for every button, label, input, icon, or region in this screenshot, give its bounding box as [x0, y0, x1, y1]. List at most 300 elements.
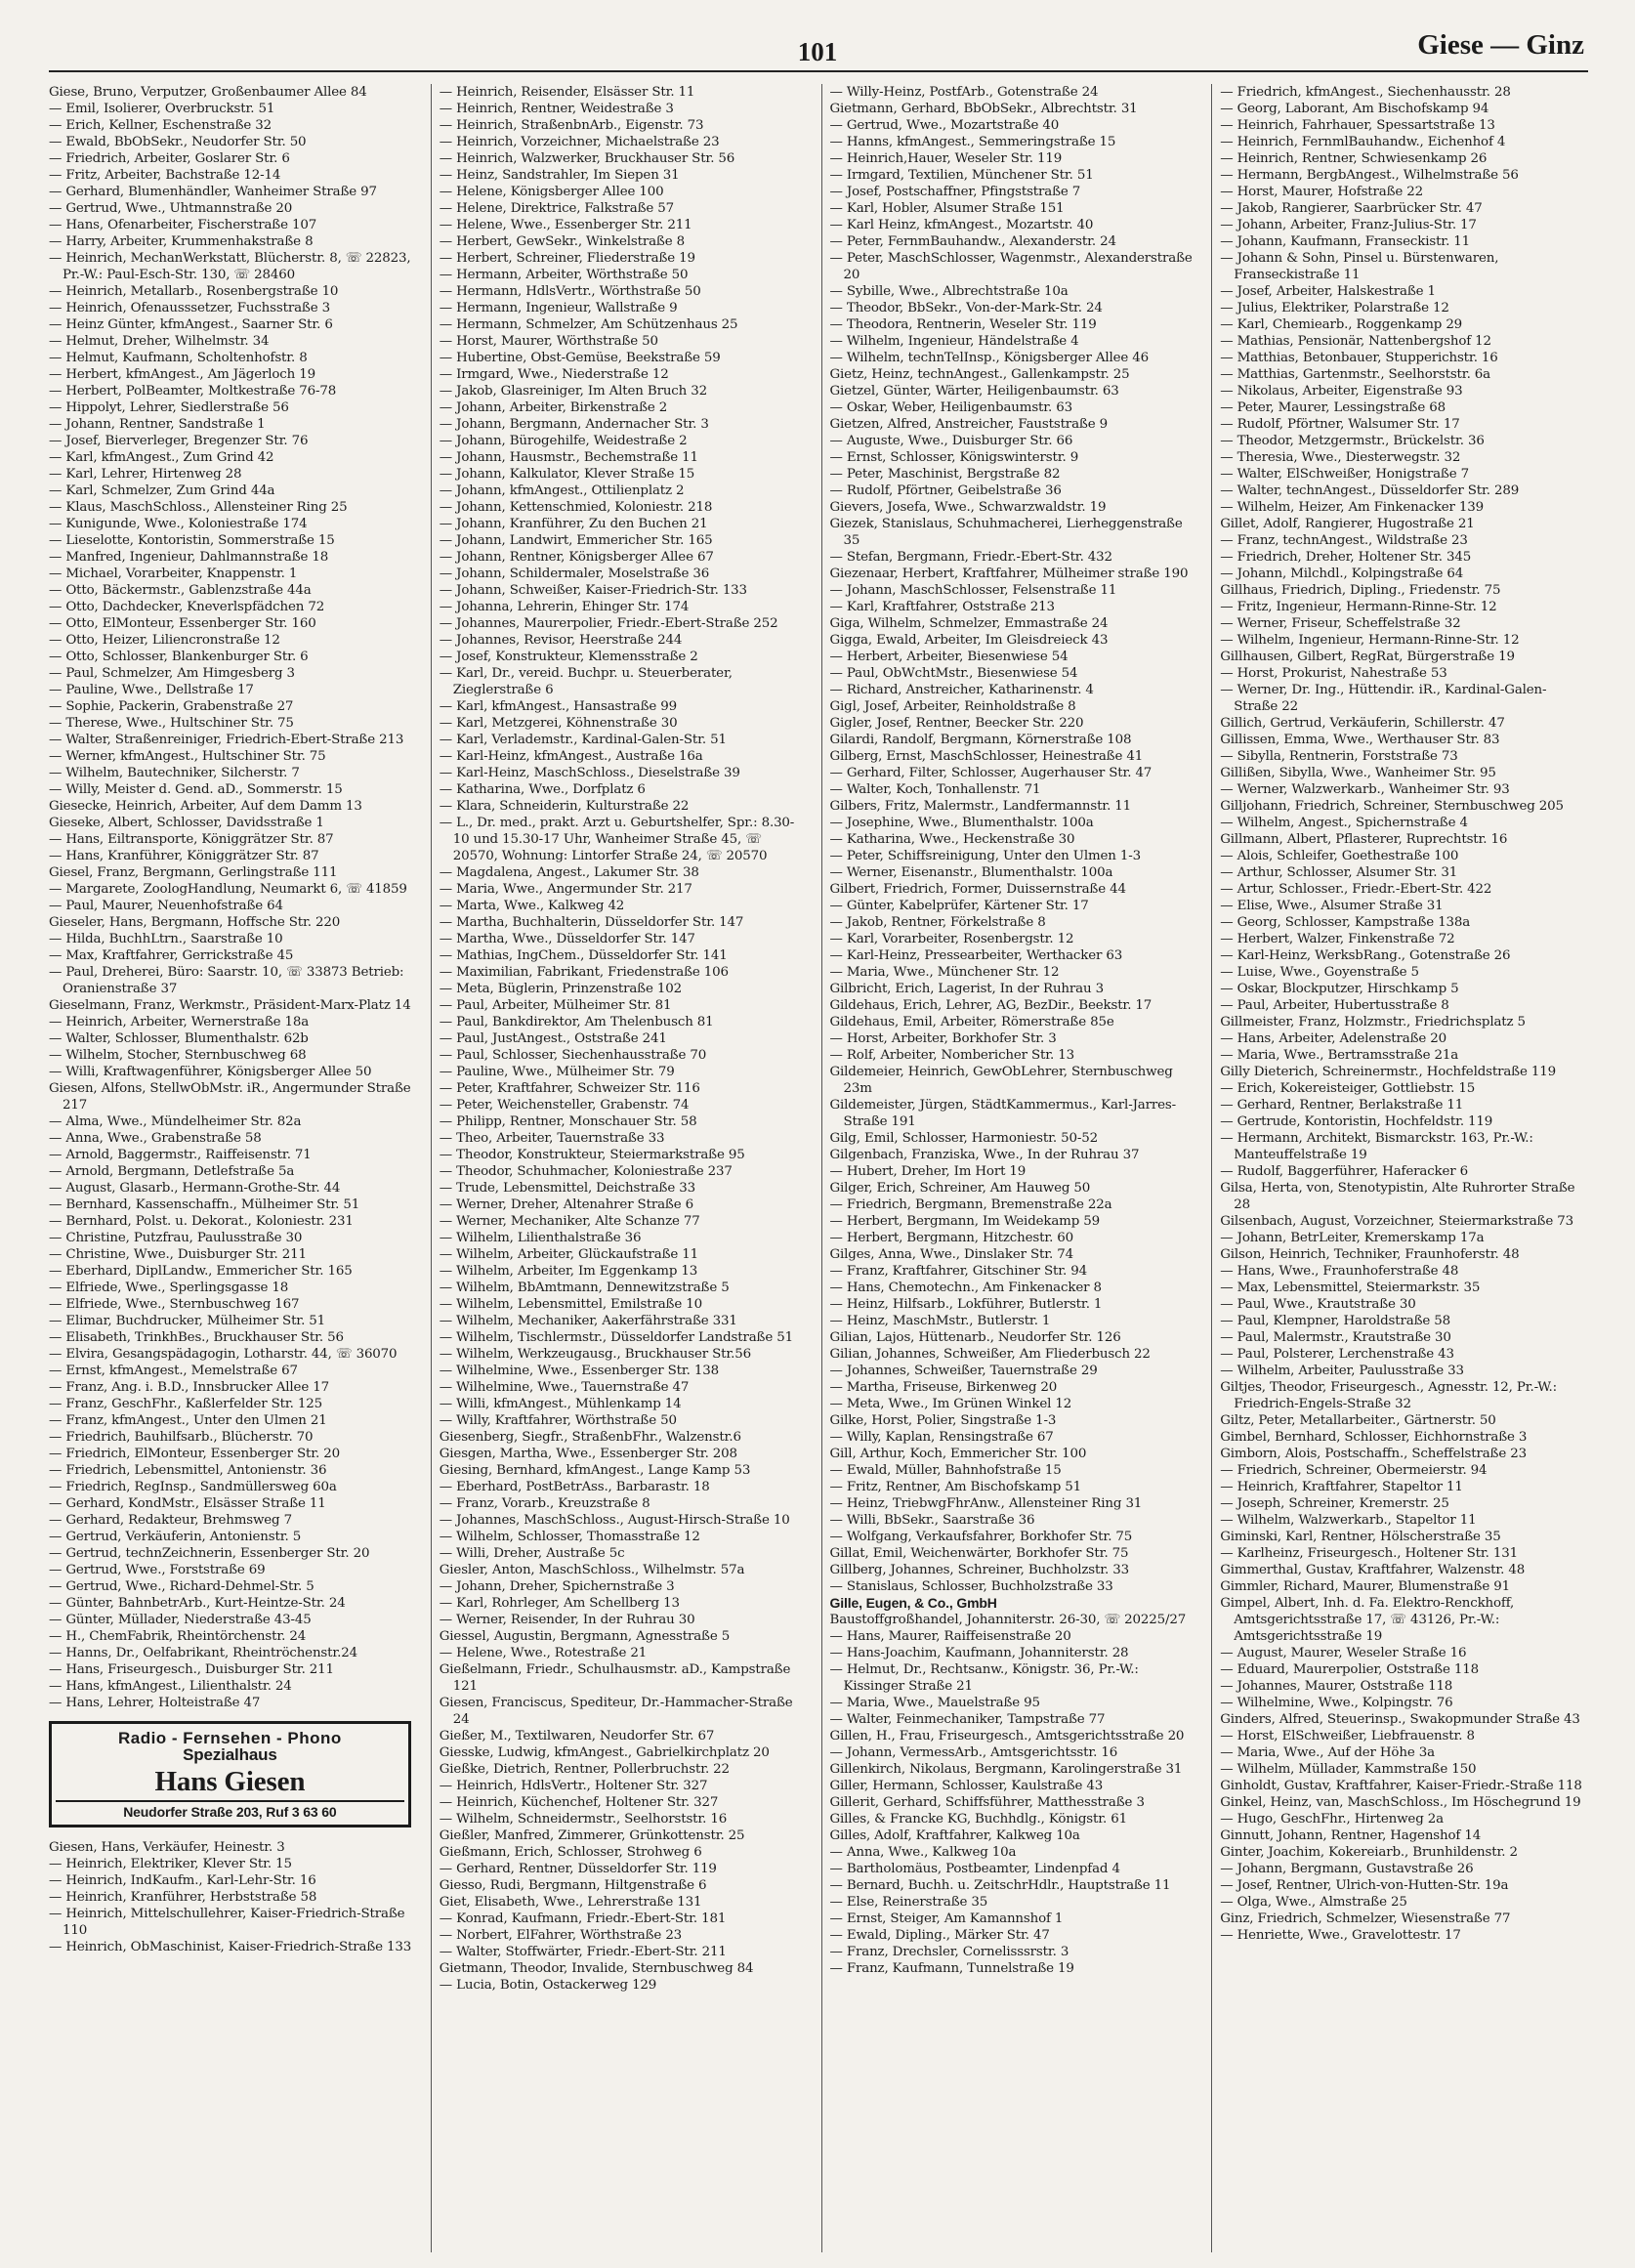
directory-entry: — Herbert, Arbeiter, Biesenwiese 54	[829, 650, 1069, 664]
directory-entry: — Theodora, Rentnerin, Weseler Str. 119	[829, 317, 1097, 332]
directory-entry: Giesecke, Heinrich, Arbeiter, Auf dem Damm 13	[49, 799, 362, 814]
directory-entry: Gietz, Heinz, technAngest., Gallenkampstr. 25	[829, 367, 1130, 382]
directory-entry: Gilke, Horst, Polier, Singstraße 1-3	[829, 1413, 1057, 1428]
directory-entry: Gilsenbach, August, Vorzeichner, Steiermarkstraße 73	[1220, 1214, 1573, 1229]
directory-entry: Gilges, Anna, Wwe., Dinslaker Str. 74	[829, 1247, 1073, 1262]
directory-entry: Giminski, Karl, Rentner, Hölscherstraße 35	[1220, 1530, 1501, 1544]
directory-entry: Gill, Arthur, Koch, Emmericher Str. 100	[829, 1447, 1087, 1461]
directory-entry: — Wilhelm, Lebensmittel, Emilstraße 10	[439, 1297, 702, 1312]
directory-entry: — Willy, Meister d. Gend. aD., Sommerstr. 15	[49, 782, 343, 797]
directory-entry: — Johann, Schweißer, Kaiser-Friedrich-Str. 133	[439, 583, 747, 598]
directory-entry: — Arthur, Schlosser, Alsumer Str. 31	[1220, 865, 1458, 880]
directory-entry: — Karl, Kraftfahrer, Oststraße 213	[829, 600, 1055, 614]
directory-entry: Gillerit, Gerhard, Schiffsführer, Matthesstraße 3	[829, 1795, 1145, 1810]
directory-entry: — Hans, Ofenarbeiter, Fischerstraße 107	[49, 218, 317, 232]
directory-entry: — Theodor, Schuhmacher, Koloniestraße 237	[439, 1164, 733, 1179]
directory-entry: — Sibylla, Rentnerin, Forststraße 73	[1220, 749, 1458, 764]
directory-entry: — Johann, Arbeiter, Franz-Julius-Str. 17	[1220, 218, 1477, 232]
directory-entry: — Johann, Hausmstr., Bechemstraße 11	[439, 450, 698, 465]
directory-entry: — Maximilian, Fabrikant, Friedenstraße 106	[439, 965, 729, 980]
directory-entry: — Franz, Kaufmann, Tunnelstraße 19	[829, 1961, 1074, 1976]
directory-entry: — Herbert, Bergmann, Hitzchestr. 60	[829, 1231, 1074, 1245]
directory-entry: — Otto, Heizer, Liliencronstraße 12	[49, 633, 280, 648]
directory-entry: — Friedrich, Bauhilfsarb., Blücherstr. 70	[49, 1430, 314, 1445]
directory-entry: — Johann, Kaufmann, Franseckistr. 11	[1220, 234, 1471, 249]
directory-entry: Gilly Dieterich, Schreinermstr., Hochfeldstraße 119	[1220, 1065, 1556, 1079]
directory-entry: — Friedrich, Dreher, Holtener Str. 345	[1220, 550, 1472, 565]
directory-entry: Giesen, Alfons, StellwObMstr. iR., Angermunder Straße 217	[49, 1081, 411, 1113]
directory-entry: — Heinrich, Kraftfahrer, Stapeltor 11	[1220, 1480, 1463, 1494]
directory-entry: Gigl, Josef, Arbeiter, Reinholdstraße 8	[829, 699, 1076, 714]
directory-entry: Gigga, Ewald, Arbeiter, Im Gleisdreieck 43	[829, 633, 1109, 648]
directory-entry: — Heinz, MaschMstr., Butlerstr. 1	[829, 1314, 1051, 1328]
directory-entry: Gillen, H., Frau, Friseurgesch., Amtsgerichtsstraße 20	[829, 1729, 1185, 1743]
directory-entry: — Martha, Friseuse, Birkenweg 20	[829, 1380, 1058, 1395]
directory-entry: — Johann, Bergmann, Andernacher Str. 3	[439, 417, 709, 432]
directory-entry: — Walter, Stoffwärter, Friedr.-Ebert-Str. 211	[439, 1945, 727, 1959]
directory-entry: — Fritz, Rentner, Am Bischofskamp 51	[829, 1480, 1081, 1494]
directory-entry: — Werner, kfmAngest., Hultschiner Str. 75	[49, 749, 326, 764]
ad-address: Neudorfer Straße 203, Ruf 3 63 60	[56, 1800, 404, 1821]
directory-entry: — Werner, Walzwerkarb., Wanheimer Str. 93	[1220, 782, 1510, 797]
directory-entry: — Heinrich, Küchenchef, Holtener Str. 327	[439, 1795, 719, 1810]
directory-entry: — Elise, Wwe., Alsumer Straße 31	[1220, 899, 1444, 913]
directory-entry: — Kunigunde, Wwe., Koloniestraße 174	[49, 517, 308, 531]
directory-entry: Gießke, Dietrich, Rentner, Pollerbruchstr. 22	[439, 1762, 730, 1777]
directory-entry: Gilles, & Francke KG, Buchhdlg., Königstr. 61	[829, 1812, 1127, 1827]
directory-entry: Gießler, Manfred, Zimmerer, Grünkottenstr. 25	[439, 1828, 745, 1843]
directory-entry: — Johann, Bürogehilfe, Weidestraße 2	[439, 434, 688, 448]
entry-list	[830, 1612, 1198, 1977]
directory-entry: — Heinrich, ObMaschinist, Kaiser-Friedrich-Straße 133	[49, 1940, 412, 1954]
directory-entry: — Bernard, Buchh. u. ZeitschrHdlr., Hauptstraße 11	[829, 1878, 1171, 1893]
directory-entry: — Helene, Wwe., Essenberger Str. 211	[439, 218, 692, 232]
directory-entry: — Alma, Wwe., Mündelheimer Str. 82a	[49, 1114, 302, 1129]
directory-entry: — Ernst, Schlosser, Königswinterstr. 9	[829, 450, 1079, 465]
directory-entry: — Hans, Eiltransporte, Königgrätzer Str. 87	[49, 832, 334, 847]
directory-entry: — Else, Reinerstraße 35	[829, 1895, 988, 1910]
directory-entry: — Heinz Günter, kfmAngest., Saarner Str. 6	[49, 317, 333, 332]
directory-entry: — Heinrich, Metallarb., Rosenbergstraße 10	[49, 284, 339, 299]
directory-entry: — Willi, Kraftwagenführer, Königsberger Allee 50	[49, 1065, 372, 1079]
directory-entry: — Johannes, Schweißer, Tauernstraße 29	[829, 1364, 1098, 1378]
directory-entry: Gilian, Lajos, Hüttenarb., Neudorfer Str. 126	[829, 1330, 1121, 1345]
directory-entry: — Gertrud, Verkäuferin, Antonienstr. 5	[49, 1530, 302, 1544]
directory-entry: — Manfred, Ingenieur, Dahlmannstraße 18	[49, 550, 329, 565]
directory-entry: — Peter, Kraftfahrer, Schweizer Str. 116	[439, 1081, 700, 1096]
directory-entry: — Johann, BetrLeiter, Kremerskamp 17a	[1220, 1231, 1485, 1245]
directory-entry: — Arnold, Baggermstr., Raiffeisenstr. 71	[49, 1148, 312, 1162]
entry-list	[830, 84, 1198, 1595]
directory-entry: Gilbers, Fritz, Malermstr., Landfermannstr. 11	[829, 799, 1132, 814]
directory-entry: — Ewald, Müller, Bahnhofstraße 15	[829, 1463, 1062, 1478]
directory-entry: — Heinrich, Walzwerker, Bruckhauser Str. 56	[439, 151, 735, 166]
directory-entry: — Johann, Kranführer, Zu den Buchen 21	[439, 517, 708, 531]
directory-entry: — Pauline, Wwe., Mülheimer Str. 79	[439, 1065, 675, 1079]
directory-entry: — Gertrud, Wwe., Richard-Dehmel-Str. 5	[49, 1579, 314, 1594]
directory-entry: — Willy-Heinz, PostfArb., Gotenstraße 24	[829, 85, 1099, 100]
directory-entry: — Karl, kfmAngest., Zum Grind 42	[49, 450, 274, 465]
directory-entry: Gietmann, Theodor, Invalide, Sternbuschweg 84	[439, 1961, 754, 1976]
directory-entry: — Wolfgang, Verkaufsfahrer, Borkhofer Str. 75	[829, 1530, 1133, 1544]
directory-entry: Gilsa, Herta, von, Stenotypistin, Alte Ruhrorter Straße 28	[1220, 1181, 1575, 1212]
directory-entry: — Therese, Wwe., Hultschiner Str. 75	[49, 716, 294, 731]
directory-entry: — Hermann, Ingenieur, Wallstraße 9	[439, 301, 678, 315]
directory-entry: — Helene, Direktrice, Falkstraße 57	[439, 201, 675, 216]
directory-entry: — Werner, Reisender, In der Ruhrau 30	[439, 1613, 695, 1627]
directory-entry: — Magdalena, Angest., Lakumer Str. 38	[439, 865, 699, 880]
directory-entry: — Karl-Heinz, kfmAngest., Austraße 16a	[439, 749, 703, 764]
directory-entry: — Johann, Kettenschmied, Koloniestr. 218	[439, 500, 713, 515]
directory-entry: — Gerhard, Rentner, Düsseldorfer Str. 119	[439, 1862, 717, 1876]
directory-entry: — Karl, Metzgerei, Köhnenstraße 30	[439, 716, 678, 731]
directory-entry: Gillhaus, Friedrich, Dipling., Friedenstr. 75	[1220, 583, 1501, 598]
directory-entry: Gimpel, Albert, Inh. d. Fa. Elektro-Renckhoff, Amtsgerichtsstraße 17, ☏ 43126, Pr.-W.: Amtsgerichtsstraße 19	[1220, 1596, 1515, 1644]
directory-entry: — Gertrud, technZeichnerin, Essenberger Str. 20	[49, 1546, 370, 1561]
directory-entry: Ginholdt, Gustav, Kraftfahrer, Kaiser-Friedr.-Straße 118	[1220, 1779, 1582, 1793]
directory-entry: — Wilhelm, Werkzeugausg., Bruckhauser Str.56	[439, 1347, 751, 1362]
directory-entry: — Hubert, Dreher, Im Hort 19	[829, 1164, 1027, 1179]
directory-entry: Gillet, Adolf, Rangierer, Hugostraße 21	[1220, 517, 1475, 531]
directory-entry: — Elimar, Buchdrucker, Mülheimer Str. 51	[49, 1314, 326, 1328]
directory-entry: — Josef, Konstrukteur, Klemensstraße 2	[439, 650, 698, 664]
directory-entry: — Elfriede, Wwe., Sternbuschweg 167	[49, 1297, 300, 1312]
directory-entry: Ginders, Alfred, Steuerinsp., Swakopmunder Straße 43	[1220, 1712, 1580, 1727]
directory-entry: — Johannes, Maurerpolier, Friedr.-Ebert-Straße 252	[439, 616, 778, 631]
directory-entry: — Paul, Malermstr., Krautstraße 30	[1220, 1330, 1451, 1345]
directory-entry: Gimbel, Bernhard, Schlosser, Eichhornstraße 3	[1220, 1430, 1528, 1445]
directory-entry: — Heinrich, HdlsVertr., Holtener Str. 327	[439, 1779, 708, 1793]
directory-entry: — Irmgard, Wwe., Niederstraße 12	[439, 367, 669, 382]
directory-entry: — Günter, BahnbetrArb., Kurt-Heintze-Str. 24	[49, 1596, 346, 1611]
directory-entry: — Paul, Dreherei, Büro: Saarstr. 10, ☏ 33873 Betrieb: Oranienstraße 37	[49, 965, 404, 996]
directory-entry: Giesing, Bernhard, kfmAngest., Lange Kamp 53	[439, 1463, 751, 1478]
directory-entry: Gilljohann, Friedrich, Schreiner, Sternbuschweg 205	[1220, 799, 1564, 814]
directory-entry: — Meta, Wwe., Im Grünen Winkel 12	[829, 1397, 1072, 1411]
directory-entry: Giltjes, Theodor, Friseurgesch., Agnesstr. 12, Pr.-W.: Friedrich-Engels-Straße 32	[1220, 1380, 1558, 1411]
directory-entry: — Herbert, GewSekr., Winkelstraße 8	[439, 234, 685, 249]
directory-entry: — Olga, Wwe., Almstraße 25	[1220, 1895, 1407, 1910]
directory-entry: — Willi, kfmAngest., Mühlenkamp 14	[439, 1397, 682, 1411]
directory-entry: — Lucia, Botin, Ostackerweg 129	[439, 1978, 657, 1993]
directory-entry: Giezenaar, Herbert, Kraftfahrer, Mülheimer straße 190	[829, 567, 1189, 581]
directory-entry: — Wilhelm, Arbeiter, Im Eggenkamp 13	[439, 1264, 698, 1279]
directory-entry: Gietzen, Alfred, Anstreicher, Fauststraße 9	[829, 417, 1108, 432]
directory-entry: — Eberhard, PostBetrAss., Barbarastr. 18	[439, 1480, 710, 1494]
directory-entry: Ginnutt, Johann, Rentner, Hagenshof 14	[1220, 1828, 1482, 1843]
directory-entry: — Franz, Drechsler, Cornelisssrstr. 3	[829, 1945, 1069, 1959]
directory-entry: Gilg, Emil, Schlosser, Harmoniestr. 50-52	[829, 1131, 1098, 1146]
directory-entry: — Bernhard, Polst. u. Dekorat., Koloniestr. 231	[49, 1214, 354, 1229]
directory-entry: — Wilhelm, technTelInsp., Königsberger Allee 46	[829, 351, 1149, 365]
directory-entry: — Hans, Lehrer, Holteistraße 47	[49, 1696, 261, 1710]
directory-entry: — Johann & Sohn, Pinsel u. Bürstenwaren, Franseckistraße 11	[1220, 251, 1499, 282]
directory-entry: — Wilhelm, Walzwerkarb., Stapeltor 11	[1220, 1513, 1477, 1528]
directory-entry: — Helmut, Dr., Rechtsanw., Königstr. 36, Pr.-W.: Kissinger Straße 21	[829, 1662, 1139, 1694]
ad-company-name: Hans Giesen	[154, 1766, 306, 1797]
directory-entry: Giesenberg, Siegfr., StraßenbFhr., Walzenstr.6	[439, 1430, 741, 1445]
directory-entry: — Joseph, Schreiner, Kremerstr. 25	[1220, 1496, 1449, 1511]
directory-entry: — Karl-Heinz, MaschSchloss., Dieselstraße 39	[439, 766, 740, 780]
directory-entry: — Hans-Joachim, Kaufmann, Johanniterstr. 28	[829, 1646, 1129, 1660]
directory-entry: Ginz, Friedrich, Schmelzer, Wiesenstraße 77	[1220, 1911, 1511, 1926]
advertisement-box	[49, 1721, 411, 1827]
directory-entry: — Maria, Wwe., Angermunder Str. 217	[439, 882, 692, 897]
directory-entry: — Heinrich, FernmlBauhandw., Eichenhof 4	[1220, 135, 1506, 149]
directory-entry: Giessel, Augustin, Bergmann, Agnesstraße 5	[439, 1629, 731, 1644]
directory-entry: — Mathias, Pensionär, Nattenbergshof 12	[1220, 334, 1491, 349]
directory-entry: — Jakob, Glasreiniger, Im Alten Bruch 32	[439, 384, 707, 399]
directory-entry: — H., ChemFabrik, Rheintörchenstr. 24	[49, 1629, 307, 1644]
directory-entry: — Hans, kfmAngest., Lilienthalstr. 24	[49, 1679, 292, 1694]
directory-entry: — Sophie, Packerin, Grabenstraße 27	[49, 699, 294, 714]
directory-entry: Gieseke, Albert, Schlosser, Davidsstraße 1	[49, 816, 324, 830]
directory-entry: — Paul, ObWchtMstr., Biesenwiese 54	[829, 666, 1078, 681]
directory-entry: — Johannes, MaschSchloss., August-Hirsch-Straße 10	[439, 1513, 790, 1528]
directory-entry: — Heinrich, Mittelschullehrer, Kaiser-Friedrich-Straße 110	[49, 1907, 405, 1938]
directory-entry: Gilles, Adolf, Kraftfahrer, Kalkweg 10a	[829, 1828, 1080, 1843]
directory-entry: — Theodor, BbSekr., Von-der-Mark-Str. 24	[829, 301, 1103, 315]
directory-entry: — Rolf, Arbeiter, Nombericher Str. 13	[829, 1048, 1075, 1063]
directory-entry: — August, Glasarb., Hermann-Grothe-Str. 44	[49, 1181, 341, 1196]
directory-entry: — Karl, Vorarbeiter, Rosenbergstr. 12	[829, 932, 1074, 946]
directory-entry: — Karl, kfmAngest., Hansastraße 99	[439, 699, 678, 714]
directory-entry: — Oskar, Weber, Heiligenbaumstr. 63	[829, 400, 1073, 415]
page-number: 101	[797, 37, 838, 66]
directory-entry: — Karl, Lehrer, Hirtenweg 28	[49, 467, 242, 482]
directory-entry: — Artur, Schlosser., Friedr.-Ebert-Str. 422	[1220, 882, 1492, 897]
directory-entry: — Helene, Wwe., Rotestraße 21	[439, 1646, 648, 1660]
directory-entry: — Hilda, BuchhLtrn., Saarstraße 10	[49, 932, 283, 946]
directory-entry: Gießelmann, Friedr., Schulhausmstr. aD., Kampstraße 121	[439, 1662, 791, 1694]
directory-entry: — Wilhelmine, Wwe., Essenberger Str. 138	[439, 1364, 719, 1378]
directory-entry: — Gerhard, Redakteur, Brehmsweg 7	[49, 1513, 292, 1528]
directory-entry: — Elisabeth, TrinkhBes., Bruckhauser Str. 56	[49, 1330, 344, 1345]
directory-entry: — Elvira, Gesangspädagogin, Lotharstr. 44, ☏ 36070	[49, 1347, 398, 1362]
directory-entry: — Gerhard, KondMstr., Elsässer Straße 11	[49, 1496, 326, 1511]
directory-entry: — Erich, Kokereisteiger, Gottliebstr. 15	[1220, 1081, 1476, 1096]
directory-entry: Giltz, Peter, Metallarbeiter., Gärtnerstr. 50	[1220, 1413, 1496, 1428]
directory-entry: — Hanns, Dr., Oelfabrikant, Rheintröchenstr.24	[49, 1646, 358, 1660]
column-4	[1211, 84, 1588, 2252]
directory-entry: — Bartholomäus, Postbeamter, Lindenpfad 4	[829, 1862, 1120, 1876]
directory-entry: — Jakob, Rangierer, Saarbrücker Str. 47	[1220, 201, 1483, 216]
directory-entry: Giesel, Franz, Bergmann, Gerlingstraße 111	[49, 865, 338, 880]
directory-entry: — L., Dr. med., prakt. Arzt u. Geburtshelfer, Spr.: 8.30-10 und 15.30-17 Uhr, Wanheimer Straße 45, ☏ 20570, Wohnung: Lintorfer Straße 24, ☏ 20570	[439, 816, 795, 863]
directory-entry: — Julius, Elektriker, Polarstraße 12	[1220, 301, 1449, 315]
directory-entry: — Ewald, Dipling., Märker Str. 47	[829, 1928, 1050, 1943]
directory-entry: Gillissen, Emma, Wwe., Werthauser Str. 83	[1220, 733, 1500, 747]
directory-entry: — Michael, Vorarbeiter, Knappenstr. 1	[49, 567, 298, 581]
directory-entry: — Heinrich, Arbeiter, Wernerstraße 18a	[49, 1015, 310, 1029]
directory-columns	[49, 84, 1588, 2252]
directory-entry: — Karl, Verlademstr., Kardinal-Galen-Str. 51	[439, 733, 727, 747]
directory-entry: Gildemeier, Heinrich, GewObLehrer, Sternbuschweg 23m	[829, 1065, 1173, 1096]
directory-entry: — Gertrud, Wwe., Mozartstraße 40	[829, 118, 1060, 133]
directory-entry: — Paul, JustAngest., Oststraße 241	[439, 1031, 667, 1046]
directory-entry: — Peter, Maurer, Lessingstraße 68	[1220, 400, 1446, 415]
directory-entry: Giesen, Hans, Verkäufer, Heinestr. 3	[49, 1840, 285, 1855]
directory-entry: — Peter, Weichensteller, Grabenstr. 74	[439, 1098, 690, 1113]
directory-entry: Giesske, Ludwig, kfmAngest., Gabrielkirchplatz 20	[439, 1745, 770, 1760]
directory-entry: — Maria, Wwe., Bertramsstraße 21a	[1220, 1048, 1459, 1063]
directory-entry: — Hans, Arbeiter, Adelenstraße 20	[1220, 1031, 1447, 1046]
directory-entry: — Heinrich, Rentner, Weidestraße 3	[439, 102, 674, 116]
directory-entry: — Paul, Klempner, Haroldstraße 58	[1220, 1314, 1451, 1328]
directory-entry: — Arnold, Bergmann, Detlefstraße 5a	[49, 1164, 295, 1179]
directory-entry: — Herbert, Walzer, Finkenstraße 72	[1220, 932, 1455, 946]
directory-entry: — Josef, Postschaffner, Pfingststraße 7	[829, 185, 1081, 199]
directory-entry: — Walter, ElSchweißer, Honigstraße 7	[1220, 467, 1469, 482]
directory-entry: — Gerhard, Rentner, Berlakstraße 11	[1220, 1098, 1464, 1113]
directory-entry: — Otto, Bäckermstr., Gablenzstraße 44a	[49, 583, 312, 598]
directory-entry: — Ewald, BbObSekr., Neudorfer Str. 50	[49, 135, 307, 149]
directory-entry: — Wilhelm, BbAmtmann, Dennewitzstraße 5	[439, 1281, 730, 1295]
directory-entry: — Friedrich, Arbeiter, Goslarer Str. 6	[49, 151, 290, 166]
directory-entry: Gilger, Erich, Schreiner, Am Hauweg 50	[829, 1181, 1091, 1196]
directory-entry: — Klaus, MaschSchloss., Allensteiner Ring 25	[49, 500, 348, 515]
directory-entry: Gilberg, Ernst, MaschSchlosser, Heinestraße 41	[829, 749, 1144, 764]
directory-entry: — Hippolyt, Lehrer, Siedlerstraße 56	[49, 400, 289, 415]
directory-entry: Gieseler, Hans, Bergmann, Hoffsche Str. 220	[49, 915, 341, 930]
directory-entry: — Johann, Rentner, Königsberger Allee 67	[439, 550, 714, 565]
directory-entry: — Heinrich, Reisender, Elsässer Str. 11	[439, 85, 695, 100]
directory-entry: — Hermann, Schmelzer, Am Schützenhaus 25	[439, 317, 738, 332]
directory-entry: — Anna, Wwe., Kalkweg 10a	[829, 1845, 1017, 1860]
directory-entry: — Friedrich, ElMonteur, Essenberger Str. 20	[49, 1447, 340, 1461]
column-2	[431, 84, 808, 2252]
directory-entry: — Luise, Wwe., Goyenstraße 5	[1220, 965, 1419, 980]
directory-entry: — Heinrich, Kranführer, Herbststraße 58	[49, 1890, 317, 1905]
directory-entry: — Willy, Kraftfahrer, Wörthstraße 50	[439, 1413, 677, 1428]
directory-entry: — Heinrich, Rentner, Schwiesenkamp 26	[1220, 151, 1488, 166]
directory-entry: — Johann, kfmAngest., Ottilienplatz 2	[439, 483, 685, 498]
directory-entry: — Heinrich, Ofenausssetzer, Fuchsstraße 3	[49, 301, 330, 315]
directory-entry: — Johann, MaschSchlosser, Felsenstraße 11	[829, 583, 1117, 598]
directory-entry: Gilbert, Friedrich, Former, Duissernstraße 44	[829, 882, 1126, 897]
directory-entry: Gimmler, Richard, Maurer, Blumenstraße 91	[1220, 1579, 1510, 1594]
directory-entry: — Georg, Schlosser, Kampstraße 138a	[1220, 915, 1471, 930]
directory-entry: Gillmeister, Franz, Holzmstr., Friedrichsplatz 5	[1220, 1015, 1526, 1029]
directory-entry: — Konrad, Kaufmann, Friedr.-Ebert-Str. 181	[439, 1911, 727, 1926]
directory-entry: — Hans, Kranführer, Königgrätzer Str. 87	[49, 849, 319, 863]
directory-entry: — Matthias, Gartenmstr., Seelhorststr. 6a	[1220, 367, 1490, 382]
directory-entry: Giga, Wilhelm, Schmelzer, Emmastraße 24	[829, 616, 1109, 631]
directory-entry: — Friedrich, Schreiner, Obermeierstr. 94	[1220, 1463, 1488, 1478]
directory-entry: Ginter, Joachim, Kokereiarb., Brunhildenstr. 2	[1220, 1845, 1518, 1860]
directory-entry: — Maria, Wwe., Auf der Höhe 3a	[1220, 1745, 1435, 1760]
directory-entry: — Günter, Müllader, Niederstraße 43-45	[49, 1613, 312, 1627]
directory-entry: — Paul, Bankdirektor, Am Thelenbusch 81	[439, 1015, 714, 1029]
directory-entry: — Theodor, Metzgermstr., Brückelstr. 36	[1220, 434, 1485, 448]
directory-entry: — Anna, Wwe., Grabenstraße 58	[49, 1131, 262, 1146]
directory-entry: — Philipp, Rentner, Monschauer Str. 58	[439, 1114, 697, 1129]
directory-entry: — Johann, Dreher, Spichernstraße 3	[439, 1579, 675, 1594]
directory-entry: — Karl, Schmelzer, Zum Grind 44a	[49, 483, 275, 498]
directory-entry: Gilson, Heinrich, Techniker, Fraunhoferstr. 48	[1220, 1247, 1520, 1262]
entry-list	[49, 1839, 417, 1955]
directory-entry: — Christine, Putzfrau, Paulusstraße 30	[49, 1231, 303, 1245]
directory-entry: — Paul, Schlosser, Siechenhausstraße 70	[439, 1048, 707, 1063]
directory-entry: — Walter, Schlosser, Blumenthalstr. 62b	[49, 1031, 309, 1046]
directory-entry: — Martha, Wwe., Düsseldorfer Str. 147	[439, 932, 695, 946]
directory-entry: — Marta, Wwe., Kalkweg 42	[439, 899, 625, 913]
directory-entry: — Katharina, Wwe., Dorfplatz 6	[439, 782, 646, 797]
directory-entry: Gimborn, Alois, Postschaffn., Scheffelstraße 23	[1220, 1447, 1527, 1461]
directory-entry: — Heinrich, Vorzeichner, Michaelstraße 23	[439, 135, 720, 149]
directory-entry: — Paul, Arbeiter, Mülheimer Str. 81	[439, 998, 672, 1013]
directory-entry: — Georg, Laborant, Am Bischofskamp 94	[1220, 102, 1489, 116]
directory-entry: Gilian, Johannes, Schweißer, Am Fliederbusch 22	[829, 1347, 1151, 1362]
directory-entry: Gilgenbach, Franziska, Wwe., In der Ruhrau 37	[829, 1148, 1140, 1162]
directory-entry: — Heinz, Hilfsarb., Lokführer, Butlerstr. 1	[829, 1297, 1103, 1312]
directory-entry: — Heinrich, MechanWerkstatt, Blücherstr. 8, ☏ 22823, Pr.-W.: Paul-Esch-Str. 130, ☏ 28460	[49, 251, 411, 282]
directory-entry: Gimmerthal, Gustav, Kraftfahrer, Walzenstr. 48	[1220, 1563, 1526, 1577]
directory-entry: — Eduard, Maurerpolier, Oststraße 118	[1220, 1662, 1479, 1677]
directory-entry: — Martha, Buchhalterin, Düsseldorfer Str. 147	[439, 915, 744, 930]
directory-entry: — Auguste, Wwe., Duisburger Str. 66	[829, 434, 1073, 448]
directory-entry: — Johannes, Revisor, Heerstraße 244	[439, 633, 683, 648]
directory-entry: — Friedrich, kfmAngest., Siechenhausstr. 28	[1220, 85, 1511, 100]
entry-list	[49, 84, 417, 1711]
directory-entry: — Otto, Dachdecker, Kneverlspfädchen 72	[49, 600, 325, 614]
directory-entry: — Heinz, TriebwgFhrAnw., Allensteiner Ring 31	[829, 1496, 1143, 1511]
directory-entry: Giesler, Anton, MaschSchloss., Wilhelmstr. 57a	[439, 1563, 745, 1577]
directory-entry: — Pauline, Wwe., Dellstraße 17	[49, 683, 254, 697]
directory-entry: — Karl-Heinz, WerksbRang., Gotenstraße 26	[1220, 948, 1511, 963]
directory-entry: — Max, Kraftfahrer, Gerrickstraße 45	[49, 948, 294, 963]
directory-entry: — Gerhard, Filter, Schlosser, Augerhauser Str. 47	[829, 766, 1153, 780]
directory-entry: — Wilhelm, Tischlermstr., Düsseldorfer Landstraße 51	[439, 1330, 793, 1345]
directory-entry: — Nikolaus, Arbeiter, Eigenstraße 93	[1220, 384, 1463, 399]
directory-entry: — Herbert, Bergmann, Im Weidekamp 59	[829, 1214, 1101, 1229]
directory-entry: — Gertrud, Wwe., Forststraße 69	[49, 1563, 266, 1577]
directory-entry: Giesso, Rudi, Bergmann, Hiltgenstraße 6	[439, 1878, 707, 1893]
directory-entry: — Günter, Kabelprüfer, Kärtener Str. 17	[829, 899, 1089, 913]
directory-entry: — Josef, Bierverleger, Bregenzer Str. 76	[49, 434, 309, 448]
directory-entry: — Henriette, Wwe., Gravelottestr. 17	[1220, 1928, 1461, 1943]
directory-entry: Gildehaus, Emil, Arbeiter, Römerstraße 85e	[829, 1015, 1114, 1029]
column-3	[821, 84, 1198, 2252]
directory-entry: — Horst, ElSchweißer, Liebfrauenstr. 8	[1220, 1729, 1475, 1743]
directory-entry: — Gertrud, Wwe., Uhtmannstraße 20	[49, 201, 293, 216]
directory-entry: — Herbert, Schreiner, Fliederstraße 19	[439, 251, 695, 266]
directory-entry: — Rudolf, Baggerführer, Haferacker 6	[1220, 1164, 1469, 1179]
directory-entry: — Helmut, Kaufmann, Scholtenhofstr. 8	[49, 351, 308, 365]
directory-entry: — Werner, Friseur, Scheffelstraße 32	[1220, 616, 1461, 631]
directory-entry: — Hanns, kfmAngest., Semmeringstraße 15	[829, 135, 1116, 149]
directory-entry: — Otto, ElMonteur, Essenberger Str. 160	[49, 616, 316, 631]
directory-entry: — Maria, Wwe., Mauelstraße 95	[829, 1696, 1040, 1710]
directory-entry: — Friedrich, RegInsp., Sandmüllersweg 60a	[49, 1480, 337, 1494]
directory-entry: Baustoffgroßhandel, Johanniterstr. 26-30, ☏ 20225/27	[829, 1613, 1187, 1627]
directory-entry: Giesgen, Martha, Wwe., Essenberger Str. 208	[439, 1447, 737, 1461]
directory-entry: Gillhausen, Gilbert, RegRat, Bürgerstraße 19	[1220, 650, 1515, 664]
directory-entry: Gieselmann, Franz, Werkmstr., Präsident-Marx-Platz 14	[49, 998, 411, 1013]
directory-entry: — Peter, Maschinist, Bergstraße 82	[829, 467, 1061, 482]
directory-entry: — Johanna, Lehrerin, Ehinger Str. 174	[439, 600, 690, 614]
directory-entry: — Katharina, Wwe., Heckenstraße 30	[829, 832, 1075, 847]
directory-entry: — Eberhard, DiplLandw., Emmericher Str. 165	[49, 1264, 353, 1279]
directory-entry: — Walter, Straßenreiniger, Friedrich-Ebert-Straße 213	[49, 733, 404, 747]
directory-entry: — Emil, Isolierer, Overbruckstr. 51	[49, 102, 275, 116]
directory-entry: — Franz, kfmAngest., Unter den Ulmen 21	[49, 1413, 327, 1428]
directory-entry: — Werner, Mechaniker, Alte Schanze 77	[439, 1214, 700, 1229]
directory-entry: — Fritz, Arbeiter, Bachstraße 12-14	[49, 168, 281, 183]
directory-entry: — Trude, Lebensmittel, Deichstraße 33	[439, 1181, 695, 1196]
directory-entry: Gigler, Josef, Rentner, Beecker Str. 220	[829, 716, 1084, 731]
ad-tagline: Radio - Fernsehen - Phono	[117, 1729, 342, 1747]
